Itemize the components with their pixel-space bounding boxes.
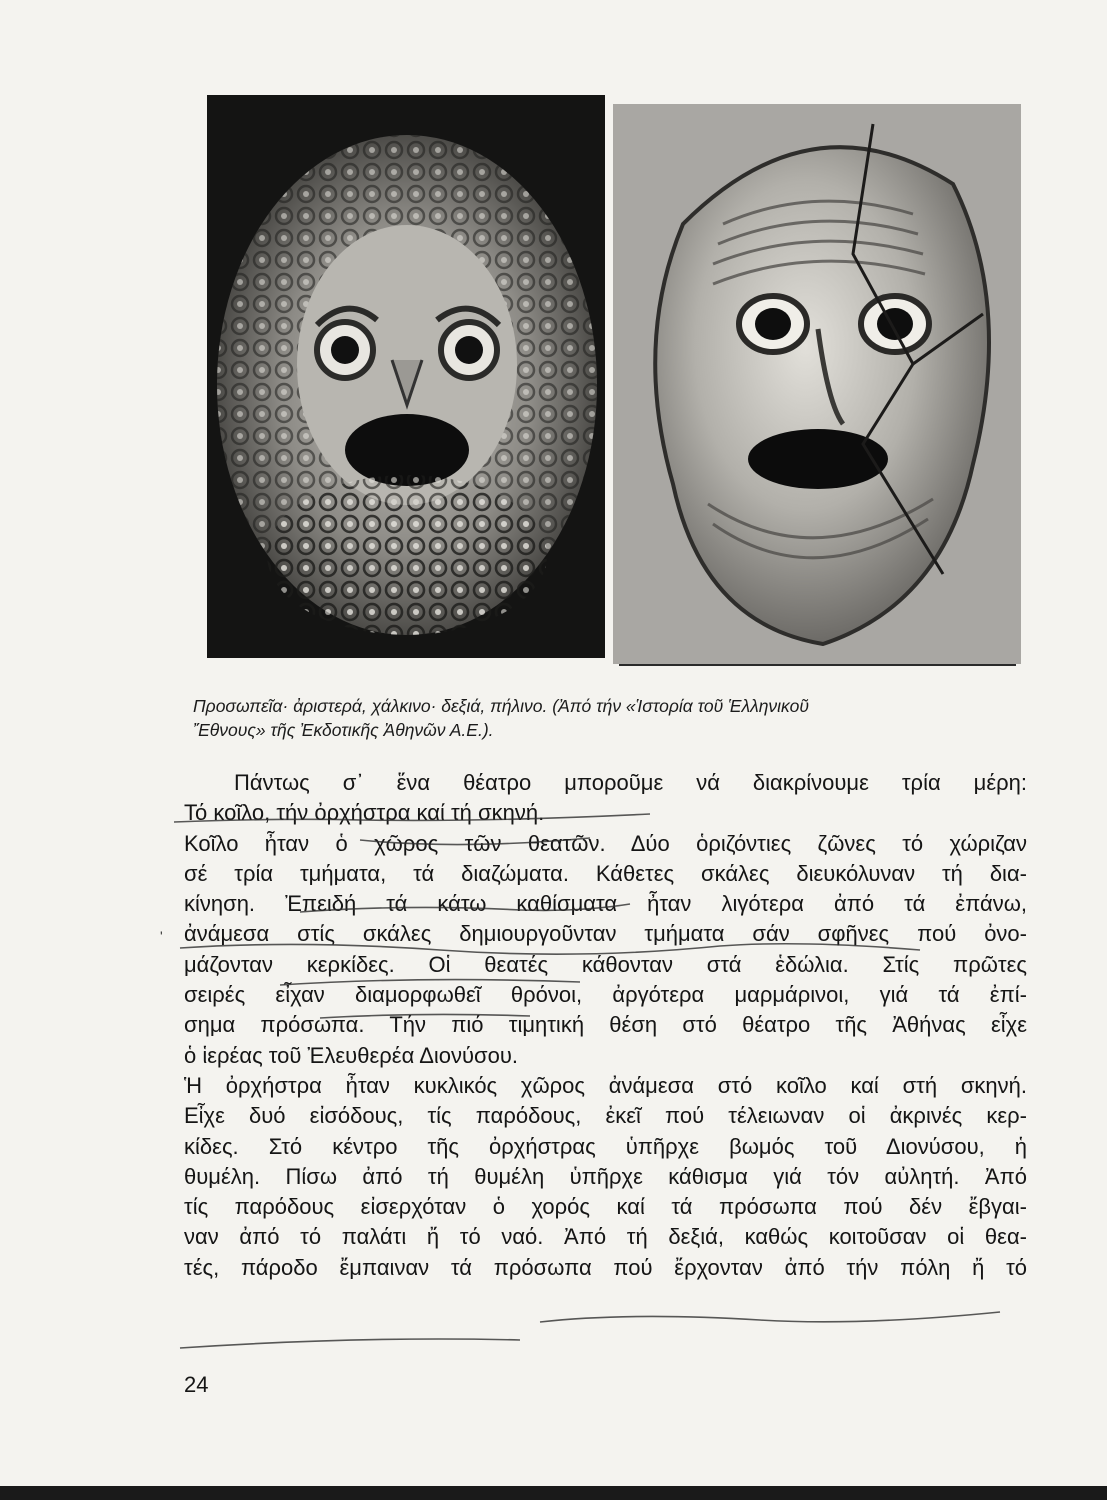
text-line: σημα πρόσωπα. Τήν πιό τιμητική θέση στό θέατρο τῆς Ἀθήνας εἶχε: [184, 1012, 1027, 1038]
text-line: θυμέλη. Πίσω ἀπό τή θυμέλη ὑπῆρχε κάθισμα γιά τόν αὐλητή. Ἀπό: [184, 1163, 1027, 1189]
margin-mark: ': [160, 928, 163, 944]
text-line: τίς παρόδους εἰσερχόταν ὁ χορός καί τά πρόσωπα πού δέν ἔβγαι-: [184, 1194, 1027, 1220]
bronze-mask-photo: [207, 95, 605, 658]
text-line: Ἡ ὀρχήστρα ἦταν κυκλικός χῶρος ἀνάμεσα στό κοῖλο καί στή σκηνή.: [184, 1072, 1027, 1098]
text-line: τές, πάροδο ἔμπαιναν τά πρόσωπα πού ἔρχονταν ἀπό τήν πόλη ἤ τό: [184, 1254, 1027, 1280]
text-line: σέ τρία τμήματα, τά διαζώματα. Κάθετες σκάλες διευκόλυναν τή δια-: [184, 860, 1027, 886]
text-line: κίδες. Στό κέντρο τῆς ὀρχήστρας ὑπῆρχε βωμός τοῦ Διονύσου, ἡ: [184, 1133, 1027, 1159]
text-line: Τό κοῖλο, τήν ὀρχήστρα καί τή σκηνή.: [184, 800, 545, 826]
caption-line-2: Ἔθνους» τῆς Ἐκδοτικῆς Ἀθηνῶν Α.Ε.).: [193, 720, 494, 740]
photo-underline: [619, 664, 1016, 666]
text-line: σειρές εἶχαν διαμορφωθεῖ θρόνοι, ἀργότερα μαρμάρινοι, γιά τά ἐπί-: [184, 982, 1027, 1008]
clay-comic-mask-icon: [613, 104, 1021, 664]
bronze-tragic-mask-icon: [207, 95, 605, 658]
caption-line-1: Προσωπεῖα· ἀριστερά, χάλκινο· δεξιά, πήλινο. (Ἀπό τήν «Ἱστορία τοῦ Ἑλληνικοῦ: [193, 696, 809, 716]
text-line: μάζονταν κερκίδες. Οἱ θεατές κάθονταν στά ἑδώλια. Στίς πρῶτες: [184, 951, 1027, 977]
text-line: Εἶχε δυό εἰσόδους, τίς παρόδους, ἐκεῖ πού τέλειωναν οἱ ἀκρινές κερ-: [184, 1103, 1027, 1129]
figure-caption: [193, 694, 1028, 742]
text-line: ἀνάμεσα στίς σκάλες δημιουργοῦνταν τμήματα σάν σφῆνες πού ὀνο-: [184, 921, 1027, 947]
text-line: κίνηση. Ἐπειδή τά κάτω καθίσματα ἦταν λιγότερα ἀπό τά ἐπάνω,: [184, 891, 1027, 917]
text-line: ὁ ἱερέας τοῦ Ἐλευθερέα Διονύσου.: [184, 1042, 519, 1068]
text-line: Κοῖλο ἦταν ὁ χῶρος τῶν θεατῶν. Δύο ὁριζόντιες ζῶνες τό χώριζαν: [184, 830, 1027, 856]
text-line: ναν ἀπό τό παλάτι ἤ τό ναό. Ἀπό τή δεξιά, καθώς κοιτοῦσαν οἱ θεα-: [184, 1224, 1027, 1250]
clay-mask-photo: [613, 104, 1021, 664]
text-line: Πάντως σ᾽ ἕνα θέατρο μποροῦμε νά διακρίνουμε τρία μέρη:: [234, 770, 1027, 795]
body-text: [184, 768, 1027, 1283]
page-edge: [0, 1486, 1107, 1500]
page-number: 24: [184, 1372, 209, 1397]
